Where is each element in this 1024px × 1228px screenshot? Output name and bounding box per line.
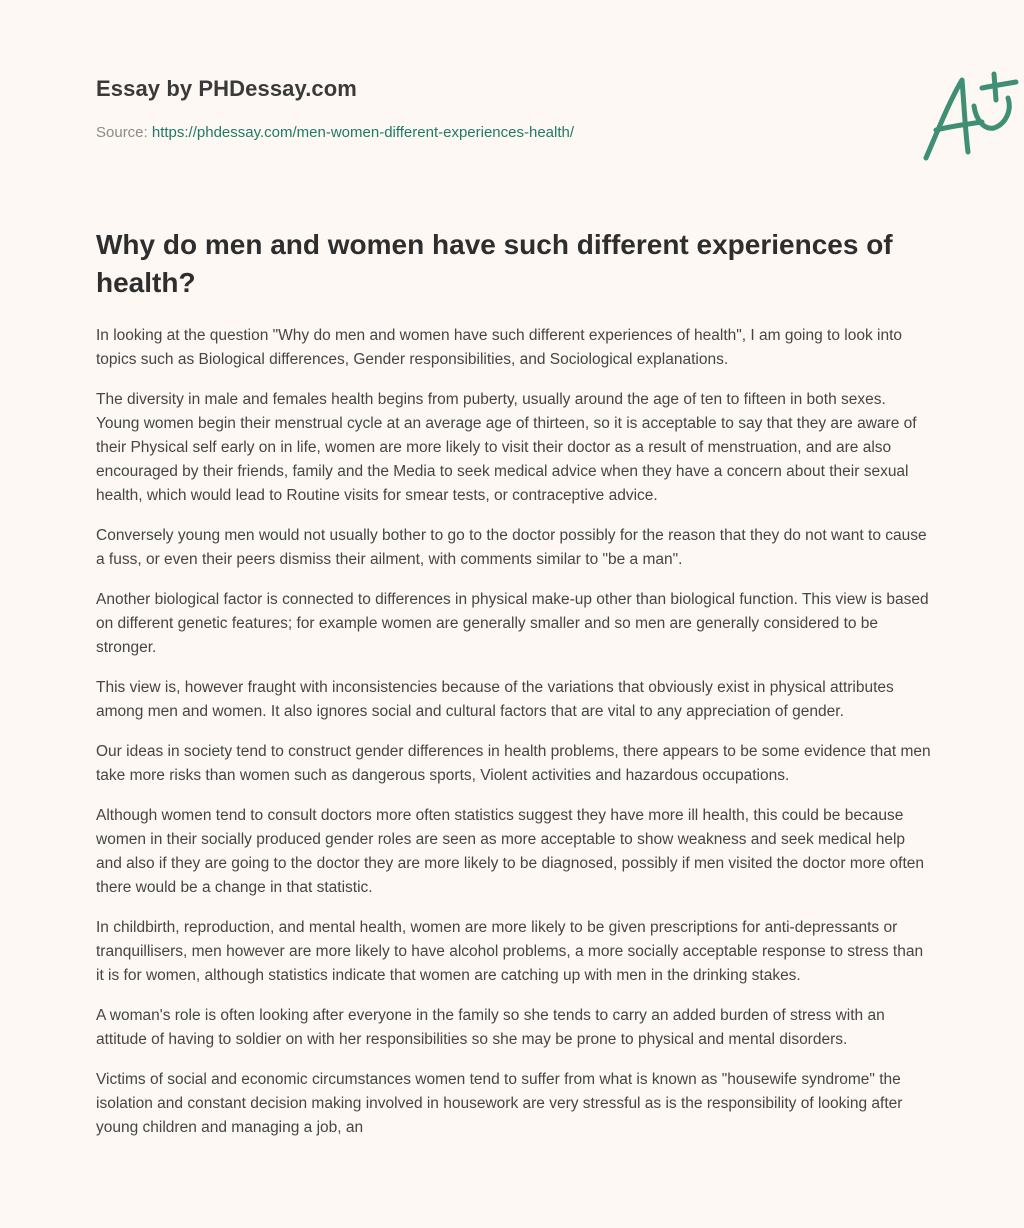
source-label: Source: [96,124,148,141]
essay-paragraph: In looking at the question "Why do men and women have such different experiences of health", I am going to look into topics such as Biological differences, Gender responsibilities, and Sociological explanations. [96,327,903,368]
site-brand: Essay by PHDessay.com [96,76,357,101]
essay-paragraph: In childbirth, reproduction, and mental health, women are more likely to be given prescriptions for anti-depressants or tranquillisers, men however are more likely to have alcohol problems, a more socially acceptable response to stress than it is for women, although statistics indicate that women are catching up with men in the drinking stakes. [96,919,924,984]
essay-body [96,324,932,1156]
essay-paragraph: Our ideas in society tend to construct gender differences in health problems, there appears to be some evidence that men take more risks than women such as dangerous sports, Violent activities and hazardous occupations. [96,743,931,784]
source-link[interactable]: https://phdessay.com/men-women-different-experiences-health/ [151,124,575,141]
essay-paragraph: Victims of social and economic circumstances women tend to suffer from what is known as "housewife syndrome" the isolation and constant decision making involved in housework are very stressful as is the responsibility of looking after young children and managing a job, an [96,1071,903,1136]
essay-title: Why do men and women have such different experiences of health? [96,229,893,298]
essay-paragraph: A woman's role is often looking after everyone in the family so she tends to carry an added burden of stress with an attitude of having to soldier on with her responsibilities so she may be prone to physical and mental disorders. [96,1007,885,1048]
essay-paragraph: The diversity in male and females health begins from puberty, usually around the age of ten to fifteen in both sexes. Young women begin their menstrual cycle at an average age of thirteen, so it is acceptable to say that they are aware of their Physical self early on in life, women are more likely to visit their doctor as a result of menstruation, and are also encouraged by their friends, family and the Media to seek medical advice when they have a concern about their sexual health, which would lead to Routine visits for smear tests, or contraceptive advice. [96,391,917,504]
essay-paragraph: Conversely young men would not usually bother to go to the doctor possibly for the reason that they do not want to cause a fuss, or even their peers dismiss their ailment, with comments similar to "be a man". [96,527,927,568]
source-line [96,124,574,141]
essay-paragraph: Another biological factor is connected to differences in physical make-up other than biological function. This view is based on different genetic features; for example women are generally smaller and so men are generally considered to be stronger. [96,591,929,656]
a-plus-logo-icon [912,64,1020,168]
essay-paragraph: This view is, however fraught with inconsistencies because of the variations that obviously exist in physical attributes among men and women. It also ignores social and cultural factors that are vital to any appreciation of gender. [96,679,894,720]
essay-paragraph: Although women tend to consult doctors more often statistics suggest they have more ill health, this could be because women in their socially produced gender roles are seen as more acceptable to show weakness and seek medical help and also if they are going to the doctor they are more likely to be diagnosed, possibly if men visited the doctor more often there would be a change in that statistic. [96,807,924,896]
